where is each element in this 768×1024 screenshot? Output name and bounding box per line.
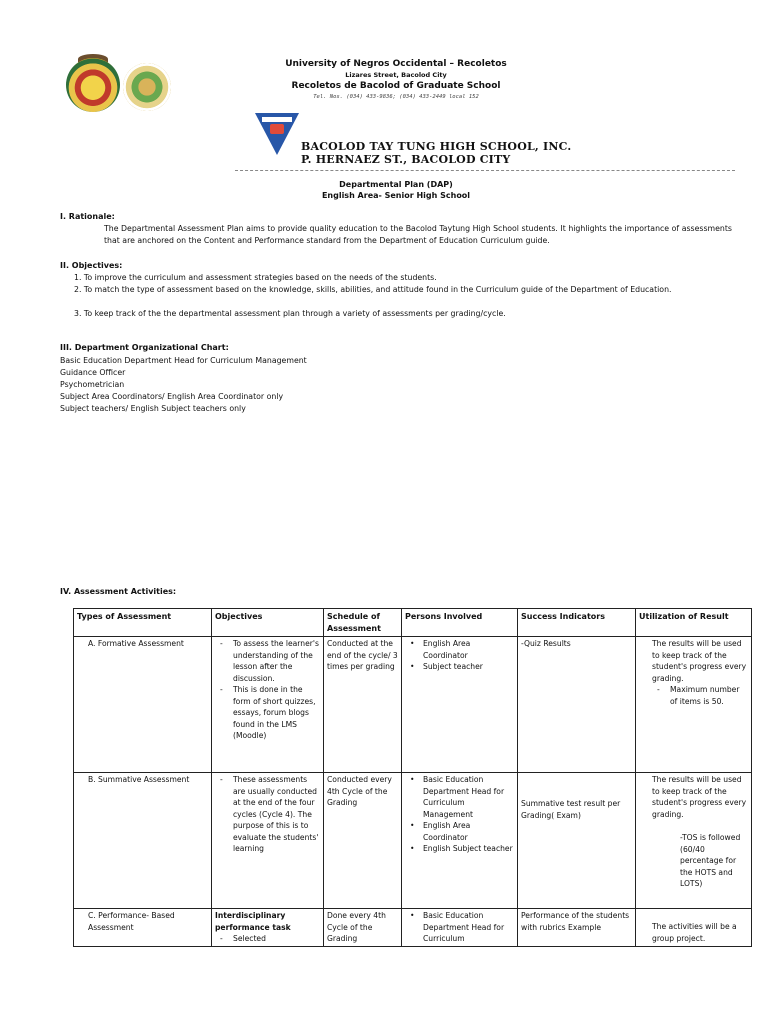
assessment-schedule: Conducted every 4th Cycle of the Grading xyxy=(324,773,402,909)
objective-point: - To assess the learner's understanding of the lesson after the discussion. xyxy=(215,638,320,684)
person-item: • English Area Coordinator xyxy=(405,638,514,661)
table-header-row xyxy=(74,609,752,637)
utilization-of-result xyxy=(636,773,752,909)
person-item: • English Subject teacher xyxy=(405,843,514,855)
success-indicator: -Quiz Results xyxy=(518,637,636,773)
school-logo-band xyxy=(262,117,292,122)
assessment-objectives xyxy=(212,773,324,909)
assessment-schedule: Done every 4th Cycle of the Grading xyxy=(324,909,402,947)
org-chart-heading: III. Department Organizational Chart: xyxy=(60,343,229,352)
column-header: Schedule of Assessment xyxy=(324,609,402,637)
objective-item: 3. To keep track of the the departmental assessment plan through a variety of assessments per grading/cycle. xyxy=(74,309,506,318)
objective-item: 2. To match the type of assessment based on the knowledge, skills, abilities, and attitude found in the Curriculum guide of the Department of Education. xyxy=(74,285,672,294)
persons-involved xyxy=(402,637,518,773)
utilization-text: The results will be used to keep track of the student's progress every grading. xyxy=(652,775,747,819)
plan-subtitle: English Area- Senior High School xyxy=(321,191,471,200)
objective-item: 1. To improve the curriculum and assessment strategies based on the needs of the students. xyxy=(74,273,437,282)
person-item: • Basic Education Department Head for Curriculum Management xyxy=(405,774,514,820)
table-row xyxy=(74,637,752,773)
person-item: • English Area Coordinator xyxy=(405,820,514,843)
rationale-body: The Departmental Assessment Plan aims to provide quality education to the Bacolod Taytung High School students. It highlights the importance of assessments that are anchored on the Content and Performance standard from the Department of Education Curriculum guide. xyxy=(104,224,732,245)
activities-heading: IV. Assessment Activities: xyxy=(60,587,177,596)
university-street: Lizares Street, Bacolod City xyxy=(345,71,447,79)
utilization-point: - Maximum number of items is 50. xyxy=(652,684,748,707)
success-indicator-text: Summative test result per Grading( Exam) xyxy=(521,799,621,820)
column-header: Persons Involved xyxy=(402,609,518,637)
persons-involved xyxy=(402,909,518,947)
persons-involved xyxy=(402,773,518,909)
utilization-text: The activities will be a group project. xyxy=(652,922,737,943)
person-item: • Subject teacher xyxy=(405,661,514,673)
plan-title: Departmental Plan (DAP) xyxy=(339,180,453,189)
org-chart-item: Subject teachers/ English Subject teachers only xyxy=(60,404,246,413)
assessment-objectives xyxy=(212,909,324,947)
graduate-school-name: Recoletos de Bacolod of Graduate School xyxy=(291,81,501,91)
assessment-activities-table xyxy=(73,608,752,947)
objectives-heading: II. Objectives: xyxy=(60,261,123,270)
university-name: University of Negros Occidental – Recoletos xyxy=(285,59,507,69)
success-indicator xyxy=(518,773,636,909)
table-row xyxy=(74,909,752,947)
header-divider xyxy=(235,170,735,171)
utilization-note: -TOS is followed (60/40 percentage for the HOTS and LOTS) xyxy=(680,833,741,888)
person-item: • Basic Education Department Head for Curriculum xyxy=(405,910,514,945)
assessment-type: C. Performance- Based Assessment xyxy=(74,909,212,947)
school-name: BACOLOD TAY TUNG HIGH SCHOOL, INC. xyxy=(301,140,572,153)
school-address: P. HERNAEZ ST., BACOLOD CITY xyxy=(301,153,511,166)
rationale-heading: I. Rationale: xyxy=(60,212,115,221)
objective-point: - Selected xyxy=(215,933,320,945)
success-indicator: Performance of the students with rubrics Example xyxy=(518,909,636,947)
column-header: Types of Assessment xyxy=(74,609,212,637)
assessment-objectives xyxy=(212,637,324,773)
org-chart-item: Psychometrician xyxy=(60,380,125,389)
column-header: Utilization of Result xyxy=(636,609,752,637)
org-chart-item: Guidance Officer xyxy=(60,368,126,377)
table-row xyxy=(74,773,752,909)
org-chart-item: Basic Education Department Head for Curriculum Management xyxy=(60,356,307,365)
objective-heading: Interdisciplinary performance task xyxy=(215,911,291,932)
objective-point: - This is done in the form of short quizzes, essays, forum blogs found in the LMS (Moodle) xyxy=(215,684,320,742)
utilization-text: The results will be used to keep track of the student's progress every grading. xyxy=(652,639,747,683)
column-header: Success Indicators xyxy=(518,609,636,637)
assessment-type: A. Formative Assessment xyxy=(74,637,212,773)
assessment-type: B. Summative Assessment xyxy=(74,773,212,909)
telephone-numbers: Tel. Nos. (034) 433-9836; (034) 433-2449 local 152 xyxy=(313,94,479,100)
org-chart-item: Subject Area Coordinators/ English Area Coordinator only xyxy=(60,392,284,401)
school-logo-emblem xyxy=(270,124,284,134)
utilization-of-result xyxy=(636,637,752,773)
column-header: Objectives xyxy=(212,609,324,637)
objective-point: - These assessments are usually conducted at the end of the four cycles (Cycle 4). The purpose of this is to evaluate the students' learning xyxy=(215,774,320,855)
utilization-of-result xyxy=(636,909,752,947)
assessment-schedule: Conducted at the end of the cycle/ 3 times per grading xyxy=(324,637,402,773)
